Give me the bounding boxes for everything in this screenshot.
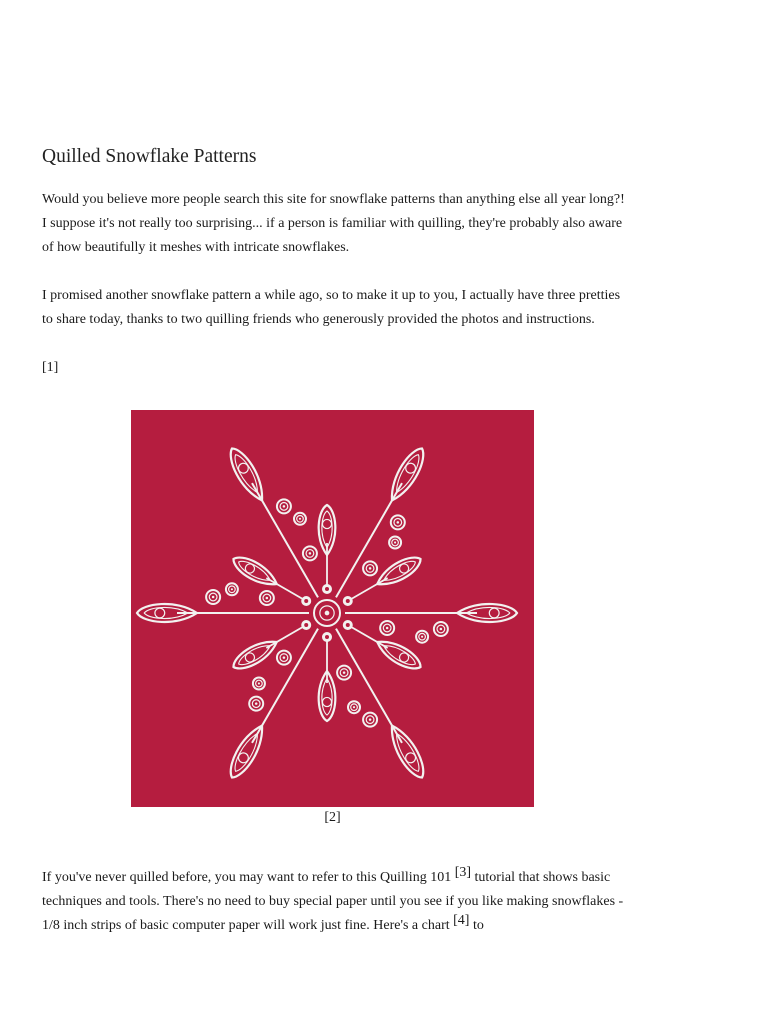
coil-center	[325, 611, 330, 616]
teardrop-outline	[384, 721, 430, 782]
teardrop-outline	[224, 444, 270, 505]
center-dot-hole	[304, 623, 308, 627]
coil-center	[369, 567, 372, 570]
coil-center	[266, 597, 269, 600]
snowflake-illustration	[131, 410, 534, 807]
coil-center	[212, 596, 215, 599]
teardrop-curl	[489, 608, 499, 618]
coil-center	[394, 541, 396, 543]
reference-link-3[interactable]: [3]	[454, 865, 472, 880]
coil-center	[299, 518, 301, 520]
coil-center	[343, 671, 346, 674]
teardrop-curl	[398, 562, 410, 574]
teardrop-curl	[155, 608, 165, 618]
teardrop-outline	[229, 635, 281, 674]
teardrop	[384, 721, 430, 782]
teardrop	[137, 604, 197, 622]
teardrop	[224, 721, 270, 782]
center-dot-hole	[346, 599, 350, 603]
center-dot-hole	[304, 599, 308, 603]
coil-center	[386, 627, 389, 630]
quilled-snowflake-photo	[131, 410, 534, 807]
reference-link-1[interactable]: [1]	[42, 360, 59, 375]
coil-center	[421, 636, 423, 638]
figure-caption-reference[interactable]: [2]	[324, 810, 341, 825]
teardrop	[319, 505, 336, 555]
center-dot-hole	[325, 587, 329, 591]
paragraph3-text-3: to	[469, 918, 484, 933]
teardrop-curl	[237, 462, 250, 475]
teardrop-curl	[322, 697, 331, 706]
coil-center	[440, 628, 443, 631]
teardrop-inner	[322, 679, 332, 716]
third-paragraph	[42, 866, 632, 938]
coil-center	[309, 552, 312, 555]
coil-center	[397, 521, 400, 524]
teardrop-curl	[322, 519, 331, 528]
coil-center	[283, 656, 286, 659]
teardrop-inner	[322, 511, 332, 548]
teardrop	[319, 671, 336, 721]
teardrop-curl	[398, 651, 410, 663]
coil-center	[283, 505, 286, 508]
center-dot-hole	[346, 623, 350, 627]
second-paragraph: I promised another snowflake pattern a while ago, so to make it up to you, I actually have three pretties to share today, thanks to two quilling friends who generously provided the photos and instructions.	[42, 288, 621, 327]
teardrop	[373, 552, 425, 591]
teardrop-curl	[244, 562, 256, 574]
paragraph3-text-2: tutorial that shows basic techniques and tools. There's no need to buy special paper until you see if you like making snowflakes - 1/8 inch strips of basic computer paper will work just fine. Here's a chart	[42, 870, 624, 933]
intro-paragraph: Would you believe more people search this site for snowflake patterns than anything else all year long?! I suppose it's not really too surprising... if a person is familiar with quilling, they're probably also aware of how beautifully it meshes with intricate snowflakes.	[42, 192, 625, 255]
teardrop-curl	[404, 462, 417, 475]
teardrop-outline	[384, 444, 430, 505]
teardrop	[457, 604, 517, 622]
teardrop-outline	[373, 552, 425, 591]
teardrop-curl	[404, 751, 417, 764]
reference-link-4[interactable]: [4]	[453, 913, 470, 928]
teardrop-outline	[224, 721, 270, 782]
coil-center	[258, 682, 260, 684]
teardrop	[224, 444, 270, 505]
teardrop	[229, 635, 281, 674]
paragraph3-text-1: If you've never quilled before, you may want to refer to this Quilling 101	[42, 870, 455, 885]
center-dot-hole	[325, 635, 329, 639]
coil-center	[369, 718, 372, 721]
page-title: Quilled Snowflake Patterns	[42, 146, 257, 167]
coil-center	[231, 588, 233, 590]
coil-center	[353, 706, 355, 708]
coil-center	[255, 702, 258, 705]
teardrop-curl	[244, 651, 256, 663]
teardrop-curl	[237, 751, 250, 764]
teardrop	[384, 444, 430, 505]
